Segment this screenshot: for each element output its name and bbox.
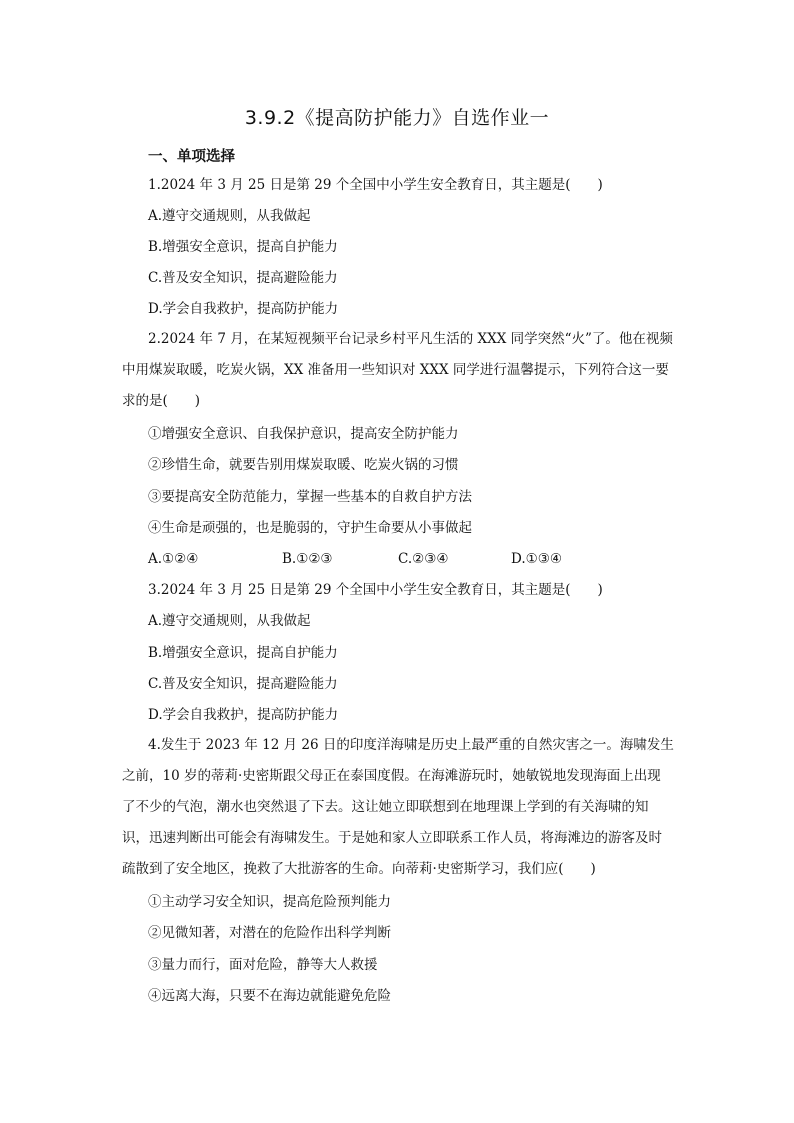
section-title: 一、单项选择 bbox=[148, 149, 235, 165]
question-2-statement-3: ③要提高安全防范能力，掌握一些基本的自救自护方法 bbox=[148, 489, 472, 505]
question-1-option-d: D.学会自我救护，提高防护能力 bbox=[148, 301, 339, 317]
question-1-option-a: A.遵守交通规则，从我做起 bbox=[148, 208, 311, 224]
question-4-statement-2: ②见微知著，对潜在的危险作出科学判断 bbox=[148, 925, 391, 941]
question-2-statement-1: ①增强安全意识、自我保护意识，提高安全防护能力 bbox=[148, 426, 459, 442]
question-1-stem: 1.2024 年 3 月 25 日是第 29 个全国中小学生安全教育日，其主题是( ) bbox=[148, 177, 603, 193]
question-3-option-a: A.遵守交通规则，从我做起 bbox=[148, 613, 311, 629]
question-2-option-c: C.②③④ bbox=[398, 551, 449, 567]
question-2-stem-text: 2.2024 年 7 月，在某短视频平台记录乡村平凡生活的 XXX 同学突然“火”了。他在视频中用煤炭取暖，吃炭火锅，XX 准备用一些知识对 XXX 同学进行温馨提示，下列符合这一要求的是( ) bbox=[122, 331, 673, 409]
question-3-option-d: D.学会自我救护，提高防护能力 bbox=[148, 707, 339, 723]
question-4-stem bbox=[122, 730, 674, 885]
question-4-statement-1: ①主动学习安全知识，提高危险预判能力 bbox=[148, 894, 391, 910]
question-3-option-b: B.增强安全意识，提高自护能力 bbox=[148, 645, 338, 661]
question-1-option-b: B.增强安全意识，提高自护能力 bbox=[148, 239, 338, 255]
question-2-option-d: D.①③④ bbox=[511, 551, 562, 567]
question-3-option-c: C.普及安全知识，提高避险能力 bbox=[148, 676, 338, 692]
question-1-option-c: C.普及安全知识，提高避险能力 bbox=[148, 270, 338, 286]
question-4-statement-3: ③量力而行，面对危险，静等大人救援 bbox=[148, 957, 378, 973]
question-2-option-b: B.①②③ bbox=[282, 551, 333, 567]
question-2-option-a: A.①②④ bbox=[148, 551, 199, 567]
question-4-statement-4: ④远离大海，只要不在海边就能避免危险 bbox=[148, 988, 391, 1004]
question-3-stem: 3.2024 年 3 月 25 日是第 29 个全国中小学生安全教育日，其主题是( ) bbox=[148, 582, 603, 598]
question-2-stem bbox=[122, 324, 674, 417]
question-2-statement-2: ②珍惜生命，就要告别用煤炭取暖、吃炭火锅的习惯 bbox=[148, 457, 459, 473]
question-2-statement-4: ④生命是顽强的，也是脆弱的，守护生命要从小事做起 bbox=[148, 520, 472, 536]
page-title: 3.9.2《提高防护能力》自选作业一 bbox=[244, 107, 550, 129]
question-4-stem-text: 4.发生于 2023 年 12 月 26 日的印度洋海啸是历史上最严重的自然灾害之一。海啸发生之前，10 岁的蒂莉·史密斯跟父母正在泰国度假。在海滩游玩时，她敏锐地发现海面上出现了不少的气泡，潮水也突然退了下去。这让她立即联想到在地理课上学到的有关海啸的知识，迅速判断出可能会有海啸发生。于是她和家人立即联系工作人员，将海滩边的游客及时疏散到了安全地区，挽救了大批游客的生命。向蒂莉·史密斯学习，我们应( ) bbox=[122, 737, 674, 877]
